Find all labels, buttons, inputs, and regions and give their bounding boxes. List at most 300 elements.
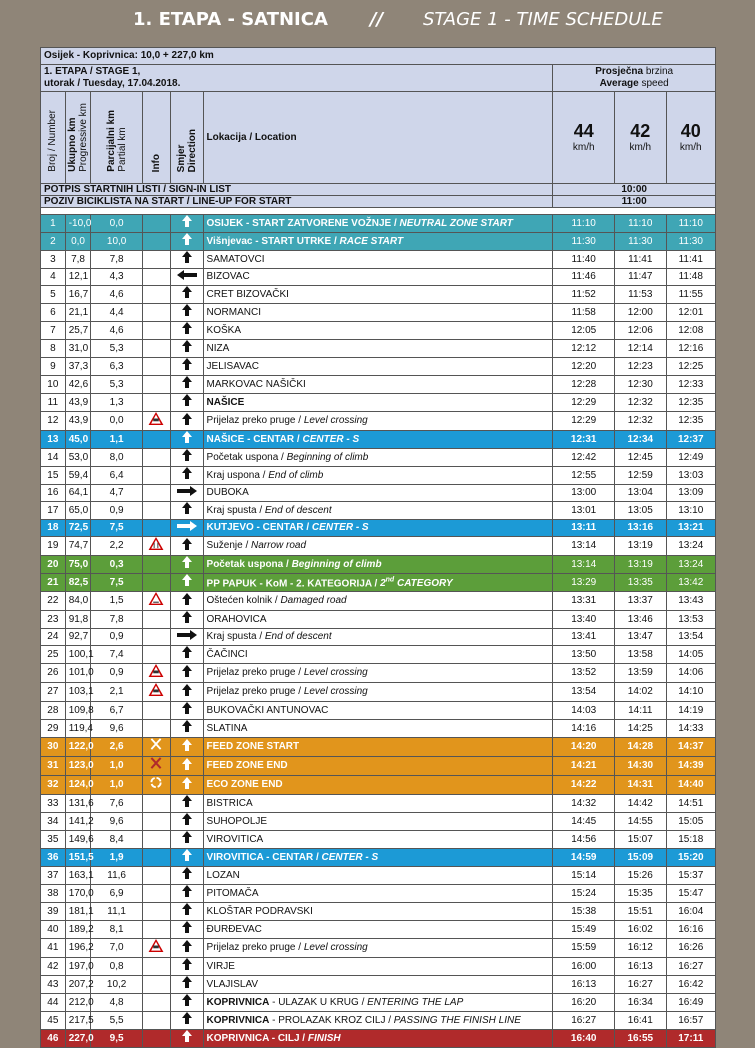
row-location [203,629,553,646]
row-direction [170,831,203,849]
table-row [41,849,716,867]
row-location-english: Damaged road [280,595,347,607]
row-partial-km: 9,6 [91,813,142,831]
row-direction [170,646,203,664]
row-time-44: 13:01 [553,502,615,520]
row-location [203,683,553,702]
arrow-up-icon [182,394,192,408]
arrow-up-icon [182,739,192,753]
row-time-42: 13:19 [615,537,666,556]
row-number: 37 [41,867,66,885]
row-number: 7 [41,322,66,340]
row-info [142,664,170,683]
row-location-main: NAŠICE [206,396,245,408]
row-direction [170,994,203,1012]
column-header-row [41,92,716,184]
row-location [203,592,553,611]
row-info [142,251,170,269]
row-time-44: 11:30 [553,233,615,251]
row-location-main: KLOŠTAR PODRAVSKI [206,905,313,917]
row-location [203,574,553,592]
arrow-up-icon [182,885,192,899]
row-number: 39 [41,903,66,921]
row-time-44: 13:41 [553,629,615,646]
row-direction [170,520,203,537]
row-partial-km: 5,5 [91,1012,142,1030]
arrow-up-icon [182,593,192,607]
row-location-main: ORAHOVICA [206,613,267,625]
row-location-english: 2nd CATEGORY [380,577,453,590]
row-time-44: 11:52 [553,286,615,304]
table-row [41,720,716,738]
arrow-up-icon [182,1012,192,1026]
row-time-44: 16:00 [553,958,615,976]
table-row [41,449,716,467]
row-time-42: 16:34 [615,994,666,1012]
col-progressive-km: Ukupno km Progressive km [65,92,91,184]
row-time-42: 11:53 [615,286,666,304]
row-direction [170,431,203,449]
arrow-up-icon [182,994,192,1008]
row-time-42: 12:23 [615,358,666,376]
row-progressive-km: 25,7 [65,322,91,340]
row-time-42: 12:14 [615,340,666,358]
table-row [41,286,716,304]
spacer-row [41,208,716,215]
row-progressive-km: 43,9 [65,394,91,412]
row-location [203,849,553,867]
signin-time: 10:00 [553,184,716,196]
row-progressive-km: 197,0 [65,958,91,976]
row-number: 45 [41,1012,66,1030]
row-number: 4 [41,269,66,286]
row-partial-km: 1,0 [91,757,142,776]
row-location-main: ĐURĐEVAC [206,923,262,935]
row-direction [170,849,203,867]
row-location-main: SUHOPOLJE [206,815,268,827]
table-row [41,921,716,939]
narrow-road-sign-icon [148,542,164,553]
row-progressive-km: 74,7 [65,537,91,556]
row-number: 34 [41,813,66,831]
row-location-main: PITOMAČA [206,887,259,899]
row-time-40: 13:24 [666,537,716,556]
arrow-up-icon [182,777,192,791]
row-time-44: 11:46 [553,269,615,286]
table-row [41,831,716,849]
row-time-40: 14:19 [666,702,716,720]
row-time-40: 16:26 [666,939,716,958]
row-time-42: 11:30 [615,233,666,251]
col-info: Info [142,92,170,184]
stage-info [41,65,553,92]
table-row [41,431,716,449]
row-time-40: 11:30 [666,233,716,251]
row-location-main: Početak uspona / [206,451,287,463]
row-time-42: 16:12 [615,939,666,958]
row-partial-km: 2,6 [91,738,142,757]
row-direction [170,574,203,592]
row-location-english: FINISH [307,1032,341,1044]
arrow-up-icon [182,413,192,427]
row-location [203,867,553,885]
row-progressive-km: 0,0 [65,233,91,251]
row-location-main: ECO ZONE END [206,779,283,791]
row-location [203,251,553,269]
row-info [142,903,170,921]
table-row [41,939,716,958]
row-time-42: 15:35 [615,885,666,903]
row-number: 26 [41,664,66,683]
row-location-english: Level crossing [303,415,368,426]
row-progressive-km: 122,0 [65,738,91,757]
row-location [203,664,553,683]
row-direction [170,867,203,885]
row-location [203,304,553,322]
lineup-time: 11:00 [553,196,716,208]
row-partial-km: 0,8 [91,958,142,976]
row-time-44: 14:45 [553,813,615,831]
table-row [41,537,716,556]
col-partial-km: Parcijalni km Partial km [91,92,142,184]
table-row [41,683,716,702]
row-direction [170,592,203,611]
row-partial-km: 4,3 [91,269,142,286]
row-info [142,738,170,757]
row-progressive-km: 75,0 [65,556,91,574]
row-info [142,304,170,322]
row-progressive-km: 59,4 [65,467,91,485]
row-time-42: 12:32 [615,412,666,431]
row-partial-km: 4,6 [91,286,142,304]
table-row [41,1012,716,1030]
row-direction [170,449,203,467]
row-number: 27 [41,683,66,702]
row-progressive-km: 82,5 [65,574,91,592]
row-location-main: KOPRIVNICA [206,996,270,1008]
row-location-main: Prijelaz preko pruge / [206,415,304,426]
row-location-main: Kraj uspona / [206,469,269,481]
row-time-42: 13:59 [615,664,666,683]
row-time-42: 14:30 [615,757,666,776]
row-direction [170,629,203,646]
table-row [41,611,716,629]
row-info [142,592,170,611]
arrow-up-icon [182,304,192,318]
row-number: 5 [41,286,66,304]
row-direction [170,738,203,757]
row-info [142,431,170,449]
row-time-40: 13:10 [666,502,716,520]
row-info [142,776,170,795]
row-progressive-km: 123,0 [65,757,91,776]
col-speed-44: 44 km/h [553,92,615,184]
row-progressive-km: 21,1 [65,304,91,322]
row-location-main: ČAČINCI [206,648,248,660]
table-row [41,813,716,831]
row-direction [170,1012,203,1030]
row-partial-km: 4,8 [91,994,142,1012]
row-info [142,629,170,646]
row-partial-km: 9,6 [91,720,142,738]
row-number: 40 [41,921,66,939]
table-row [41,757,716,776]
row-time-40: 15:37 [666,867,716,885]
row-time-44: 12:12 [553,340,615,358]
row-time-44: 12:29 [553,394,615,412]
stage-date: utorak / Tuesday, 17.04.2018. [44,78,181,89]
row-time-42: 11:10 [615,215,666,233]
damaged-road-sign-icon [148,597,164,608]
table-row [41,412,716,431]
arrow-up-icon [182,940,192,954]
row-time-42: 12:30 [615,376,666,394]
row-progressive-km: 16,7 [65,286,91,304]
row-progressive-km: 42,6 [65,376,91,394]
feed-zone-icon [149,743,163,754]
row-time-40: 12:25 [666,358,716,376]
row-progressive-km: -10,0 [65,215,91,233]
row-direction [170,233,203,251]
row-partial-km: 5,3 [91,340,142,358]
arrow-up-icon [182,921,192,935]
arrow-up-icon [182,574,192,588]
row-number: 24 [41,629,66,646]
row-time-44: 13:40 [553,611,615,629]
row-location-english: CENTER - S [311,522,369,533]
row-location-english: RACE START [339,235,404,247]
arrow-left-icon [177,270,197,282]
row-info [142,394,170,412]
row-direction [170,611,203,629]
row-location [203,738,553,757]
table-row [41,574,716,592]
arrow-up-icon [182,867,192,881]
row-number: 14 [41,449,66,467]
row-progressive-km: 31,0 [65,340,91,358]
row-location [203,831,553,849]
row-location-main: FEED ZONE START [206,741,300,753]
row-time-44: 14:21 [553,757,615,776]
row-direction [170,502,203,520]
row-time-40: 13:53 [666,611,716,629]
row-time-40: 11:10 [666,215,716,233]
table-row [41,304,716,322]
row-info [142,976,170,994]
row-location [203,1030,553,1048]
row-number: 13 [41,431,66,449]
row-direction [170,939,203,958]
arrow-right-icon [177,630,197,642]
row-location [203,611,553,629]
row-partial-km: 11,6 [91,867,142,885]
row-number: 30 [41,738,66,757]
row-time-42: 16:55 [615,1030,666,1048]
row-time-44: 13:00 [553,485,615,502]
col-speed-40: 40 km/h [666,92,716,184]
row-location-main: VLAJISLAV [206,978,259,990]
row-partial-km: 11,1 [91,903,142,921]
arrow-up-icon [182,286,192,300]
row-number: 2 [41,233,66,251]
row-direction [170,885,203,903]
table-row [41,903,716,921]
row-location [203,776,553,795]
row-time-40: 12:16 [666,340,716,358]
row-partial-km: 0,9 [91,664,142,683]
row-location-main: SAMATOVCI [206,253,265,265]
row-location-main: CRET BIZOVAČKI [206,288,289,300]
row-location-rest: - ULAZAK U KRUG / [269,996,368,1008]
row-time-44: 12:55 [553,467,615,485]
row-time-44: 11:10 [553,215,615,233]
row-time-44: 14:56 [553,831,615,849]
row-direction [170,251,203,269]
row-number: 11 [41,394,66,412]
row-number: 3 [41,251,66,269]
row-direction [170,412,203,431]
row-number: 43 [41,976,66,994]
row-info [142,556,170,574]
row-info [142,958,170,976]
table-row [41,269,716,286]
col-location: Lokacija / Location [203,92,553,184]
row-info [142,286,170,304]
row-number: 36 [41,849,66,867]
row-info [142,939,170,958]
row-info [142,1030,170,1048]
row-time-44: 12:05 [553,322,615,340]
row-time-42: 14:28 [615,738,666,757]
row-info [142,537,170,556]
row-progressive-km: 151,5 [65,849,91,867]
row-location [203,358,553,376]
row-location-main: OSIJEK - START ZATVORENE VOŽNJE / [206,217,400,229]
row-progressive-km: 91,8 [65,611,91,629]
row-direction [170,702,203,720]
row-info [142,233,170,251]
row-partial-km: 8,1 [91,921,142,939]
row-location-english: Beginning of climb [291,558,382,570]
row-time-40: 12:01 [666,304,716,322]
row-direction [170,537,203,556]
row-time-44: 14:59 [553,849,615,867]
row-time-40: 16:57 [666,1012,716,1030]
row-location-main: VIRJE [206,960,235,972]
row-location-english: CENTER - S [302,433,360,445]
row-location [203,233,553,251]
row-progressive-km: 12,1 [65,269,91,286]
row-time-40: 13:54 [666,629,716,646]
row-progressive-km: 100,1 [65,646,91,664]
row-number: 33 [41,795,66,813]
row-location-english: ENTERING THE LAP [367,996,464,1008]
row-time-42: 14:42 [615,795,666,813]
table-row [41,629,716,646]
row-location-english: Level crossing [303,686,368,698]
row-location-main: PP PAPUK - KoM - 2. KATEGORIJA / [206,578,381,590]
row-time-42: 14:02 [615,683,666,702]
table-row [41,867,716,885]
row-time-42: 13:05 [615,502,666,520]
row-location-english: End of climb [268,469,324,481]
row-time-44: 15:24 [553,885,615,903]
row-info [142,322,170,340]
row-time-40: 17:11 [666,1030,716,1048]
row-time-44: 13:14 [553,537,615,556]
arrow-up-icon [182,702,192,716]
row-time-42: 12:45 [615,449,666,467]
row-partial-km: 0,0 [91,215,142,233]
row-location-english: End of descent [264,504,332,516]
row-location [203,903,553,921]
row-location [203,412,553,431]
row-progressive-km: 181,1 [65,903,91,921]
arrow-up-icon [182,903,192,917]
row-partial-km: 2,1 [91,683,142,702]
arrow-up-icon [182,958,192,972]
row-time-42: 15:07 [615,831,666,849]
row-info [142,813,170,831]
arrow-up-icon [182,831,192,845]
row-progressive-km: 84,0 [65,592,91,611]
arrow-up-icon [182,976,192,990]
arrow-up-icon [182,215,192,229]
row-number: 29 [41,720,66,738]
row-time-42: 12:59 [615,467,666,485]
row-number: 17 [41,502,66,520]
arrow-up-icon [182,556,192,570]
row-time-44: 14:20 [553,738,615,757]
row-time-42: 13:35 [615,574,666,592]
page-title [0,8,755,34]
row-direction [170,556,203,574]
row-location [203,720,553,738]
row-time-40: 14:37 [666,738,716,757]
row-location-main: JELISAVAC [206,360,259,372]
row-info [142,376,170,394]
arrow-up-icon [182,758,192,772]
row-progressive-km: 212,0 [65,994,91,1012]
row-time-42: 16:02 [615,921,666,939]
row-location [203,376,553,394]
table-row [41,556,716,574]
row-direction [170,376,203,394]
row-direction [170,1030,203,1048]
row-number: 25 [41,646,66,664]
row-location-english: PASSING THE FINISH LINE [393,1014,521,1026]
row-progressive-km: 119,4 [65,720,91,738]
route-label: Osijek - Koprivnica: 10,0 + 227,0 km [41,48,716,65]
row-info [142,520,170,537]
row-time-40: 16:42 [666,976,716,994]
speed-heading-hr: Prosječna brzina [595,66,674,77]
row-time-42: 12:00 [615,304,666,322]
arrow-up-icon [182,665,192,679]
row-info [142,885,170,903]
row-direction [170,757,203,776]
row-partial-km: 1,3 [91,394,142,412]
row-location [203,646,553,664]
row-info [142,502,170,520]
row-time-40: 12:08 [666,322,716,340]
row-number: 8 [41,340,66,358]
row-time-42: 16:41 [615,1012,666,1030]
row-location-main: FEED ZONE END [206,760,288,772]
row-location-main: Prijelaz preko pruge / [206,942,304,954]
row-partial-km: 7,6 [91,795,142,813]
row-time-44: 16:27 [553,1012,615,1030]
